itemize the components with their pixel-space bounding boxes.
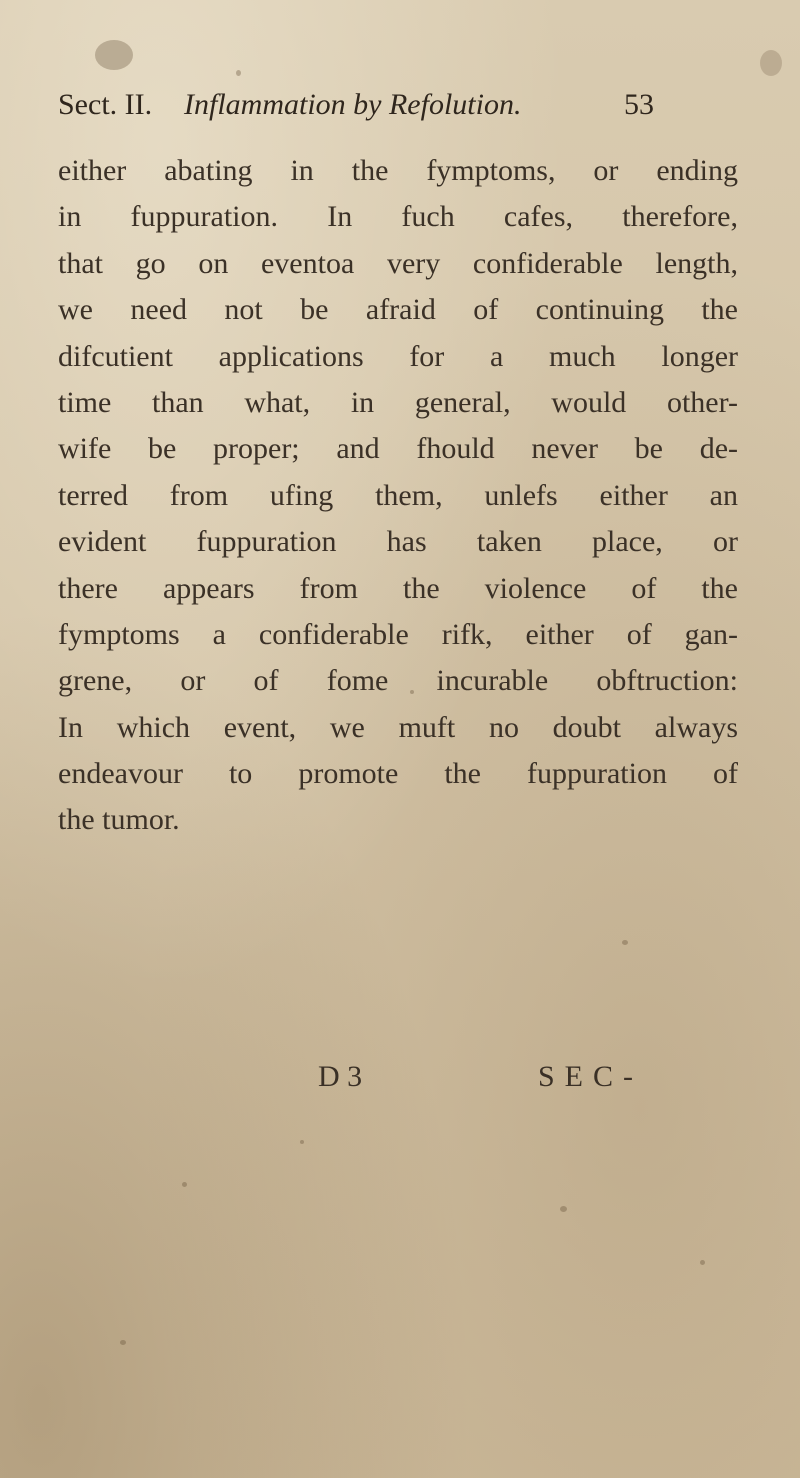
text-line: time than what, in general, would other- bbox=[58, 385, 738, 419]
text-line: grene, or of fome incurable obftruction: bbox=[58, 664, 738, 698]
paper-speck bbox=[760, 50, 782, 76]
section-label: Sect. II. bbox=[58, 88, 153, 121]
text-line: there appears from the violence of the bbox=[58, 571, 738, 605]
paper-speck bbox=[95, 40, 133, 70]
paper-speck bbox=[182, 1182, 187, 1187]
text-line: endeavour to promote the fuppuration of bbox=[58, 757, 738, 791]
paper-speck bbox=[622, 940, 628, 945]
text-line: evident fuppuration has taken place, or bbox=[58, 525, 738, 559]
text-line: the tumor. bbox=[58, 803, 180, 837]
paper-speck bbox=[700, 1260, 705, 1265]
paper-speck bbox=[300, 1140, 304, 1144]
page-number: 53 bbox=[624, 88, 654, 121]
text-line: fymptoms a confiderable rifk, either of gan- bbox=[58, 617, 738, 651]
text-line: terred from ufing them, unlefs either an bbox=[58, 478, 738, 512]
text-line: either abating in the fymptoms, or ending bbox=[58, 154, 738, 187]
catchword: SEC- bbox=[538, 1060, 644, 1093]
text-line: we need not be afraid of continuing the bbox=[58, 293, 738, 327]
paper-speck bbox=[560, 1206, 567, 1212]
text-line: In which event, we muft no doubt always bbox=[58, 710, 738, 744]
paper-speck bbox=[236, 70, 241, 76]
running-title: Inflammation by Refolution. bbox=[184, 88, 522, 121]
text-line: difcutient applications for a much longer bbox=[58, 339, 738, 373]
text-line: wife be proper; and fhould never be de- bbox=[58, 432, 738, 466]
paper-speck bbox=[120, 1340, 126, 1345]
body-paragraph bbox=[58, 148, 738, 844]
signature-mark: D 3 bbox=[318, 1060, 363, 1093]
running-header bbox=[58, 88, 758, 134]
text-line: in fuppuration. In fuch cafes, therefore, bbox=[58, 200, 738, 234]
text-line: that go on eventoa very confiderable length, bbox=[58, 246, 738, 280]
